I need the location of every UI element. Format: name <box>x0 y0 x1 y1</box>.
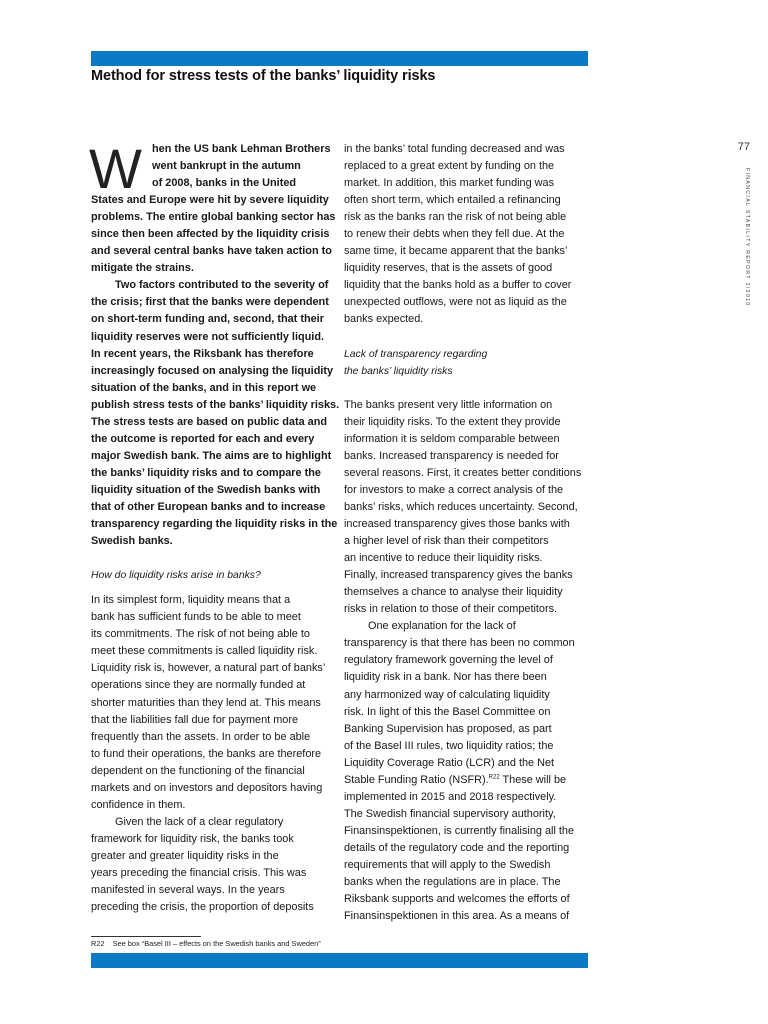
text-line: banks when the regulations are in place. The <box>344 876 561 889</box>
section-subheading: How do liquidity risks arise in banks? <box>91 570 261 582</box>
text-line: several reasons. First, it creates better conditions <box>344 466 582 479</box>
footnote-reference[interactable]: R22 <box>488 774 500 781</box>
drop-cap: W <box>89 137 142 200</box>
text-line: manifested in several ways. In the years <box>91 884 285 897</box>
text-line: banks expected. <box>344 313 424 326</box>
text-line: a higher level of risk than their competitors <box>344 535 549 548</box>
lead-paragraph-2 <box>91 277 340 550</box>
footnote <box>91 939 491 948</box>
text-line: Finansinspektionen, is currently finalising all the <box>344 824 575 837</box>
text-line: liquidity reserves were not sufficiently liquid. <box>91 330 324 343</box>
text-line: problems. The entire global banking sector has <box>91 211 336 224</box>
text-line: increased transparency gives those banks with <box>344 518 570 531</box>
text-line: liquidity reserves, that is the assets of good <box>344 262 553 275</box>
text-line: since then been affected by the liquidity crisis <box>91 228 330 241</box>
text-line: The Swedish financial supervisory authority, <box>344 807 556 820</box>
text-line: Riksbank supports and welcomes the efforts of <box>344 893 570 906</box>
text-line: One explanation for the lack of <box>368 620 516 633</box>
text-line: information it is seldom comparable between <box>344 432 560 445</box>
text-line: Finally, increased transparency gives the banks <box>344 569 573 582</box>
text-line: greater and greater liquidity risks in the <box>91 849 279 862</box>
top-accent-bar <box>91 51 588 66</box>
text-line: The stress tests are based on public data and <box>91 415 328 428</box>
bottom-accent-bar <box>91 953 588 968</box>
text-line: same time, it became apparent that the banks’ <box>344 245 568 258</box>
left-column <box>89 137 340 916</box>
text-line: regulatory framework governing the level of <box>344 654 553 667</box>
text-line: that of other European banks and to increase <box>91 500 326 513</box>
text-line: operations since they are normally funded at <box>91 679 306 692</box>
text-line: liquidity that the banks hold as a buffer to cover <box>344 279 572 292</box>
text-line: implemented in 2015 and 2018 respectively. <box>344 790 557 803</box>
text-line: to renew their debts when they fell due. At the <box>344 228 565 241</box>
text-line: Liquidity Coverage Ratio (LCR) and the Net <box>344 756 555 769</box>
text-line: transparency is that there has been no common <box>344 637 575 650</box>
text-line: details of the regulatory code and the reporting <box>344 841 570 854</box>
text-line: States and Europe were hit by severe liquidity <box>91 194 329 207</box>
page-number: 77 <box>737 141 750 153</box>
text-line: banks’ risks, which reduces uncertainty. Second, <box>344 500 578 513</box>
text-line: the banks’ liquidity risks and to compare the <box>91 466 321 479</box>
text-line: the outcome is reported for each and every <box>91 432 315 445</box>
text-line: their liquidity risks. To the extent they provide <box>344 415 561 428</box>
text-line: for investors to make a correct analysis of the <box>344 483 564 496</box>
text-line: any harmonized way of calculating liquidity <box>344 688 550 701</box>
body-paragraph <box>344 618 586 925</box>
text-fragment: These will be <box>499 773 567 786</box>
running-head: FINANCIAL STABILITY REPORT 2/2010 <box>744 168 750 307</box>
text-line: banks. Increased transparency is needed for <box>344 449 559 462</box>
footnote-text: See box “Basel III – effects on the Swedish banks and Sweden” <box>112 939 321 948</box>
text-line: themselves a chance to analyse their liquidity <box>344 586 563 599</box>
text-line: liquidity situation of the Swedish banks with <box>91 483 321 496</box>
text-line: frequently than the assets. In order to be able <box>91 730 311 743</box>
body-paragraph <box>344 141 586 329</box>
text-line: dependent on the functioning of the financial <box>91 764 305 777</box>
text-line: its commitments. The risk of not being able to <box>91 628 310 641</box>
body-paragraph <box>91 814 335 916</box>
text-line: meet these commitments is called liquidity risk. <box>91 645 318 658</box>
text-line: publish stress tests of the banks’ liquidity risks. <box>91 398 340 411</box>
text-line: markets and on investors and depositors having <box>91 781 323 794</box>
text-line: The banks present very little information on <box>344 398 553 411</box>
text-line: in the banks’ total funding decreased and was <box>344 143 565 155</box>
text-line: replaced to a great extent by funding on the <box>344 160 555 173</box>
text-line: increasingly focused on analysing the liquidity <box>91 364 334 377</box>
text-line: went bankrupt in the autumn <box>152 160 301 173</box>
text-line: Swedish banks. <box>91 535 173 548</box>
body-paragraph <box>91 592 335 814</box>
text-line: requirements that will apply to the Swedish <box>344 858 551 871</box>
text-line: Finansinspektionen in this area. As a means of <box>344 910 570 923</box>
text-line: of 2008, banks in the United <box>152 177 297 190</box>
text-line: to fund their operations, the banks are therefore <box>91 747 322 760</box>
text-line: shorter maturities than they lend at. This means <box>91 696 321 709</box>
text-line: of the Basel III rules, two liquidity ratios; the <box>344 739 554 752</box>
text-line: confidence in them. <box>91 798 186 811</box>
text-line: unexpected outflows, were not as liquid as the <box>344 296 567 309</box>
page-title: Method for stress tests of the banks’ liquidity risks <box>91 68 436 84</box>
text-line: hen the US bank Lehman Brothers <box>152 143 331 155</box>
text-line: and several central banks have taken action to <box>91 245 332 258</box>
text-line: Banking Supervision has proposed, as part <box>344 722 552 735</box>
text-line: major Swedish bank. The aims are to highlight <box>91 449 332 462</box>
text-line: bank has sufficient funds to be able to meet <box>91 611 301 624</box>
text-line: transparency regarding the liquidity risks in the <box>91 518 338 531</box>
text-line: years preceding the financial crisis. This was <box>91 866 307 879</box>
text-line-with-reference <box>344 772 586 789</box>
text-line: risk. In light of this the Basel Committee on <box>344 705 551 718</box>
text-line: Given the lack of a clear regulatory <box>115 815 284 828</box>
text-line: risks in relation to those of their competitors. <box>344 603 558 616</box>
text-line: the crisis; first that the banks were dependent <box>91 296 329 309</box>
footnote-divider <box>91 936 201 937</box>
body-paragraph <box>344 397 586 619</box>
text-line: an incentive to reduce their liquidity risks. <box>344 552 543 565</box>
text-line: liquidity risk in a bank. Nor has there been <box>344 671 547 684</box>
section-subheading: the banks’ liquidity risks <box>344 365 453 377</box>
lead-paragraph <box>89 137 336 277</box>
text-line: that the liabilities fall due for payment more <box>91 713 299 726</box>
text-line: In recent years, the Riksbank has therefore <box>91 347 314 360</box>
text-fragment: Stable Funding Ratio (NSFR). <box>344 773 489 786</box>
right-column <box>344 141 586 925</box>
section-subheading: Lack of transparency regarding <box>344 348 488 360</box>
text-line: often short term, which entailed a refinancing <box>344 194 561 207</box>
footnote-marker: R22 <box>91 939 105 948</box>
text-line: mitigate the strains. <box>91 262 194 275</box>
text-line: preceding the crisis, the proportion of deposits <box>91 901 314 914</box>
text-line: In its simplest form, liquidity means that a <box>91 594 291 607</box>
text-line: risk as the banks ran the risk of not being able <box>344 211 567 224</box>
text-line: on short-term funding and, second, that their <box>91 313 324 326</box>
text-line: situation of the banks, and in this report we <box>91 381 317 394</box>
text-line: Two factors contributed to the severity of <box>115 279 329 292</box>
text-line: market. In addition, this market funding was <box>344 177 555 190</box>
text-line: framework for liquidity risk, the banks took <box>91 832 294 845</box>
text-line: Liquidity risk is, however, a natural part of banks’ <box>91 662 326 675</box>
